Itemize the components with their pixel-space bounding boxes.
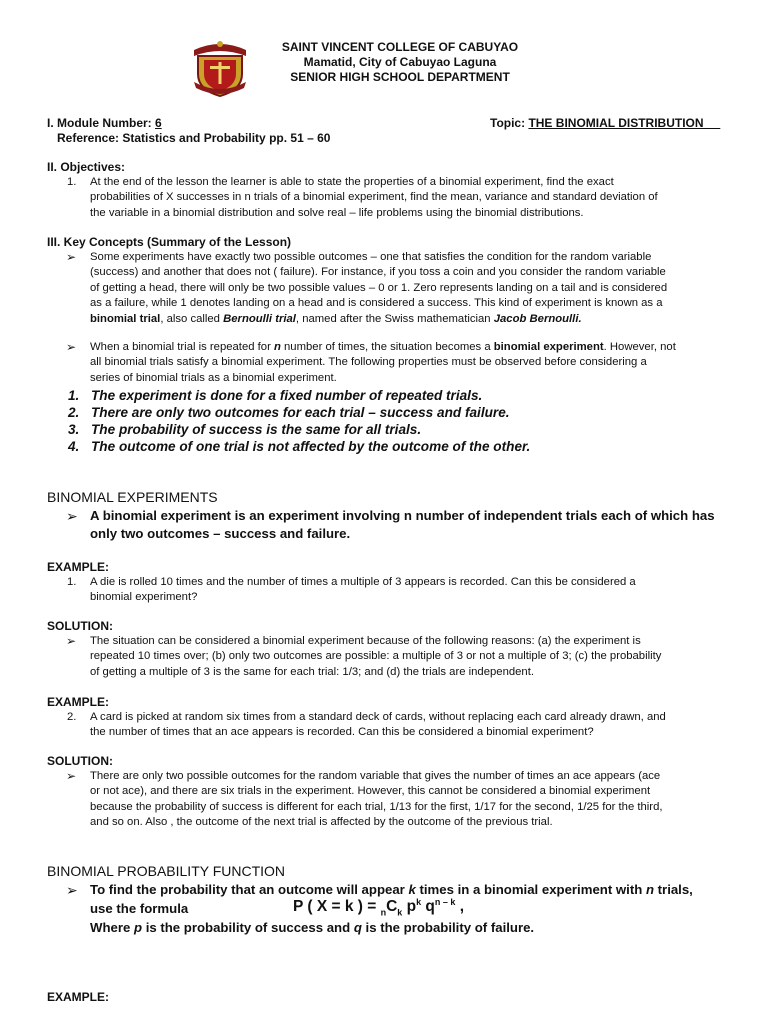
formula-sub-k: k <box>397 907 403 918</box>
property-number: 2. <box>68 405 80 420</box>
department-name: SENIOR HIGH SCHOOL DEPARTMENT <box>290 70 510 84</box>
solution-1-text <box>90 634 661 680</box>
objective-line: probabilities of X successes in n trials of a binomial experiment, find the mean, variance and standard deviation of <box>90 191 658 204</box>
binomial-experiments-heading: BINOMIAL EXPERIMENTS <box>47 489 218 505</box>
module-number-label: I. Module Number: <box>47 116 155 130</box>
property-item <box>68 438 530 455</box>
text-span: Where <box>90 920 134 935</box>
property-number: 3. <box>68 422 80 437</box>
key-concepts-heading: III. Key Concepts (Summary of the Lesson) <box>47 235 292 249</box>
school-seal-icon <box>190 36 250 98</box>
solution-line: of getting a multiple of 3 is the same for each trial: 1/3; and (d) the trials are independent. <box>90 665 534 678</box>
var-q: q <box>353 920 362 935</box>
example-2-number: 2. <box>67 711 77 723</box>
objective-text <box>90 175 658 221</box>
var-n: n <box>273 341 281 353</box>
bullet-arrow-icon: ➢ <box>66 882 78 898</box>
example-2-text <box>90 710 666 741</box>
property-item <box>68 404 510 421</box>
text-span: When a binomial trial is repeated for <box>90 341 274 353</box>
var-n: n <box>645 882 654 897</box>
text-span: number of times, the situation becomes a <box>280 341 494 353</box>
term-binomial-trial: binomial trial <box>90 312 161 325</box>
var-p: p <box>133 920 143 935</box>
example-1-text <box>90 575 636 606</box>
example-line: binomial experiment? <box>90 591 198 604</box>
text-span: is the probability of failure. <box>361 920 535 935</box>
paragraph-line: as a failure, while 1 denotes landing on a head and is considered a success. This kind of experiment is known as a <box>90 297 663 310</box>
objectives-heading: II. Objectives: <box>47 160 126 174</box>
key-concept-paragraph-1 <box>90 250 667 327</box>
formula-sup-nk: n – k <box>434 897 456 907</box>
key-concept-paragraph-2 <box>90 340 676 386</box>
property-item <box>68 421 421 438</box>
bullet-arrow-icon: ➢ <box>66 250 77 264</box>
example-line: A card is picked at random six times from a standard deck of cards, without replacing each card already drawn, and <box>90 711 666 723</box>
formula-q: q <box>421 898 435 916</box>
solution-line: or not ace), and there are six trials in the experiment. However, this cannot be considered a binomial experiment <box>90 785 651 798</box>
term-bernoulli-trial: Bernoulli trial <box>223 312 296 325</box>
probability-line-2-label: use the formula <box>90 901 189 916</box>
solution-line: The situation can be considered a binomial experiment because of the following reasons: (a) the experiment is <box>90 635 641 647</box>
property-text: The outcome of one trial is not affected by the outcome of the other. <box>91 439 531 454</box>
paragraph-line: all binomial trials satisfy a binomial experiment. The following properties must be observed before considering a <box>90 356 647 369</box>
paragraph-line: series of binomial trials as a binomial experiment. <box>90 371 337 384</box>
objective-line: At the end of the lesson the learner is able to state the properties of a binomial experiment, find the exact <box>90 176 614 188</box>
module-reference: Reference: Statistics and Probability pp. 51 – 60 <box>57 131 331 145</box>
solution-line: and so on. Also , the outcome of the next trial is affected by the outcome of the previous trial. <box>90 816 553 829</box>
formula-p: p <box>402 898 417 916</box>
college-address: Mamatid, City of Cabuyao Laguna <box>303 55 497 69</box>
formula-c: C <box>386 898 398 916</box>
probability-function-heading: BINOMIAL PROBABILITY FUNCTION <box>47 863 286 879</box>
topic-label: Topic: <box>490 116 529 130</box>
formula-tail: , <box>455 898 465 916</box>
property-text: The probability of success is the same for all trials. <box>91 422 422 437</box>
paragraph-line <box>90 340 676 355</box>
formula-sub-n: n <box>380 907 387 918</box>
property-text: The experiment is done for a fixed number of repeated trials. <box>91 388 483 403</box>
definition-line: A binomial experiment is an experiment involving n number of independent trials each of which has <box>90 508 715 523</box>
term-binomial-experiment: binomial experiment <box>493 341 604 353</box>
example-2-label: EXAMPLE: <box>47 695 110 709</box>
solution-line: There are only two possible outcomes for the random variable that gives the number of times an ace appears (ace <box>90 770 661 782</box>
bullet-arrow-icon: ➢ <box>66 769 77 783</box>
paragraph-line: (success) and another that does not ( failure). For instance, if you toss a coin and you consider the random variable <box>90 266 666 279</box>
solution-2-label: SOLUTION: <box>47 754 113 768</box>
text-span: , named after the Swiss mathematician <box>295 312 494 325</box>
text-span: trials, <box>654 882 693 897</box>
term-jacob-bernoulli: Jacob Bernoulli. <box>493 312 582 325</box>
text-span: . However, not <box>603 341 676 353</box>
paragraph-line: of getting a head, there will only be two possible values – 0 or 1. Zero represents landing on a tail and is considered <box>90 281 668 294</box>
bullet-arrow-icon: ➢ <box>66 634 77 648</box>
topic-value: THE BINOMIAL DISTRIBUTION _ <box>528 116 721 130</box>
solution-2-text <box>90 769 662 831</box>
example-3-label: EXAMPLE: <box>47 990 110 1004</box>
module-topic <box>490 116 720 131</box>
solution-line: because the probability of success is different for each trial, 1/13 for the first, 1/17 for the second, 1/25 for the third, <box>90 800 663 813</box>
example-1-number: 1. <box>67 576 77 588</box>
example-line: A die is rolled 10 times and the number of times a multiple of 3 appears is recorded. Can this be considered a <box>90 576 636 588</box>
property-number: 4. <box>68 439 80 454</box>
formula-sup-k: k <box>416 897 422 907</box>
paragraph-line: Some experiments have exactly two possible outcomes – one that satisfies the condition for the random variable <box>90 251 652 263</box>
property-text: There are only two outcomes for each trial – success and failure. <box>91 405 510 420</box>
text-span: To find the probability that an outcome will appear <box>90 882 409 897</box>
probability-line-3 <box>90 919 534 937</box>
module-number-value: 6 <box>155 116 162 130</box>
bullet-arrow-icon: ➢ <box>66 340 77 354</box>
binomial-experiment-definition <box>90 507 715 543</box>
bullet-arrow-icon: ➢ <box>66 508 78 524</box>
module-number <box>47 116 162 131</box>
college-name: SAINT VINCENT COLLEGE OF CABUYAO <box>281 40 519 54</box>
text-span: , also called <box>160 312 224 325</box>
example-1-label: EXAMPLE: <box>47 560 110 574</box>
property-item <box>68 387 482 404</box>
binomial-formula <box>293 897 464 917</box>
example-line: the number of times that an ace appears is recorded. Can this be considered a binomial experiment? <box>90 726 594 739</box>
text-span: is the probability of success and <box>142 920 354 935</box>
var-k: k <box>408 882 416 897</box>
objective-line: the variable in a binomial distribution and solve real – life problems using the binomial distributions. <box>90 206 584 219</box>
property-number: 1. <box>68 388 80 403</box>
formula-lhs: P ( X = k ) = <box>293 898 381 916</box>
paragraph-line <box>90 312 667 327</box>
text-span: times in a binomial experiment with <box>415 882 646 897</box>
objective-number: 1. <box>67 176 77 188</box>
solution-1-label: SOLUTION: <box>47 619 113 633</box>
definition-line: only two outcomes – success and failure. <box>90 526 351 541</box>
solution-line: repeated 10 times over; (b) only two outcomes are possible: a multiple of 3 or not a multiple of 3; (c) the probability <box>90 650 662 663</box>
